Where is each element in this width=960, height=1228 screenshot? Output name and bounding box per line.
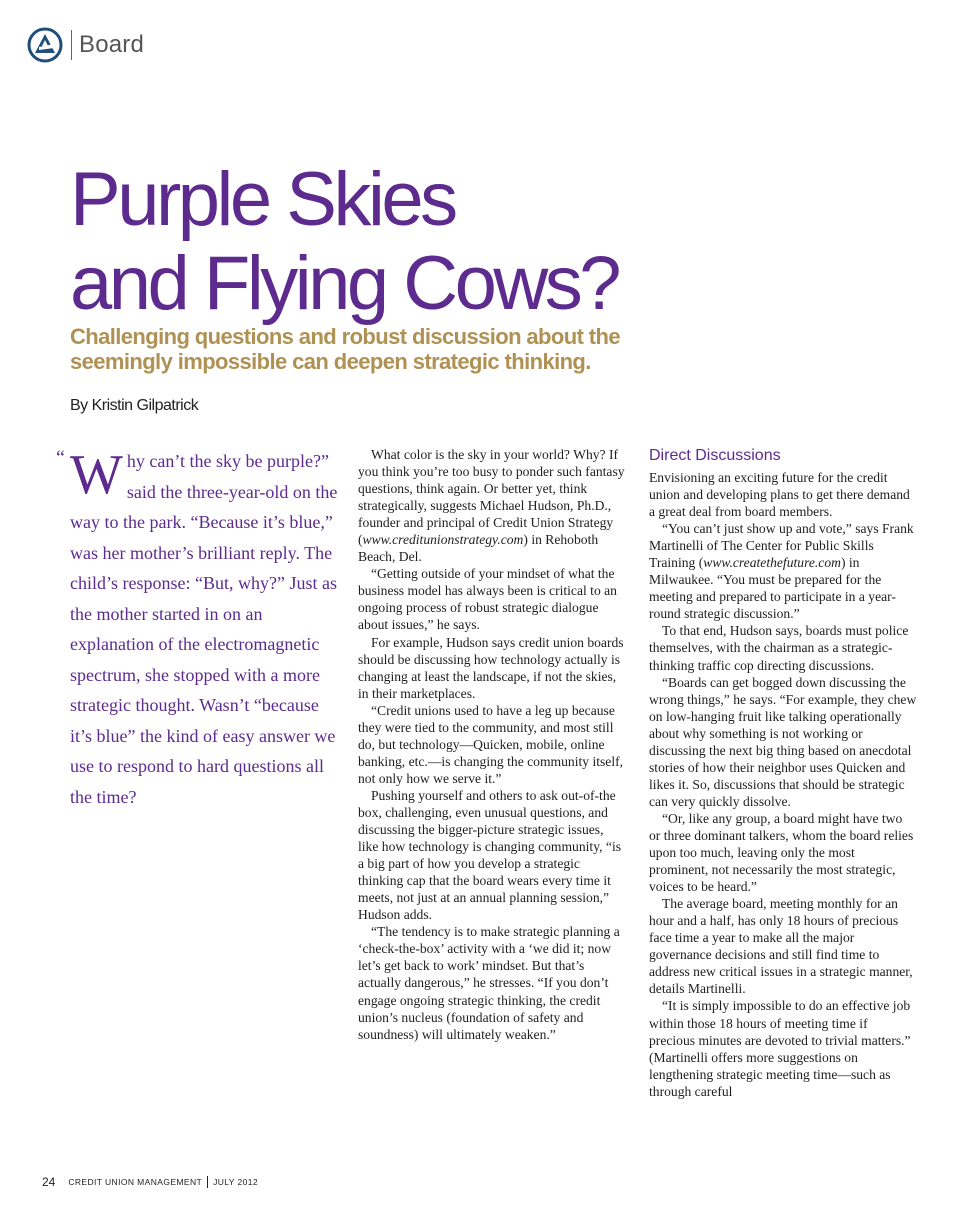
paragraph xyxy=(649,520,917,622)
cu-logo-icon xyxy=(27,27,63,63)
paragraph: “It is simply impossible to do an effective job within those 18 hours of meeting time if precious minutes are devoted to trivial matters.” (Martinelli offers more suggestions on lengthening strategic meeting time—such as through careful xyxy=(649,998,911,1099)
paragraph: Envisioning an exciting future for the credit union and developing plans to get there demand a great deal from board members. xyxy=(649,470,910,520)
subtitle-line-2: seemingly impossible can deepen strategic thinking. xyxy=(70,349,591,374)
paragraph: “The tendency is to make strategic planning a ‘check-the-box’ activity with a ‘we did it; now let’s get back to work’ mindset. But that’s actually dangerous,” he stresses. “If you don’t engage ongoing strategic thinking, the credit union’s nucleus (foundation of safety and soundness) will ultimately weaken.” xyxy=(358,924,620,1042)
byline: By Kristin Gilpatrick xyxy=(70,397,199,414)
paragraph xyxy=(358,446,626,565)
paragraph: “Getting outside of your mindset of what the business model has always been is critical to an ongoing process of robust strategic dialogue about issues,” he says. xyxy=(358,566,617,633)
paragraph: Pushing yourself and others to ask out-of-the box, challenging, even unusual questions, and discussing the bigger-picture strategic issues, like how technology is changing community, “is a big part of how you develop a strategic thinking cap that the board wears every time it meets, not just at an annual planning session,” Hudson adds. xyxy=(358,787,622,923)
section-header xyxy=(27,26,144,64)
section-subhead: Direct Discussions xyxy=(649,447,781,464)
title-line-2: and Flying Cows? xyxy=(70,241,619,326)
paragraph: The average board, meeting monthly for an hour and a half, has only 18 hours of precious face time a year to make all the major governance decisions and still find time to address new critical issues in a strategic manner, details Martinelli. xyxy=(649,896,913,997)
article-subtitle xyxy=(70,324,870,374)
drop-cap: W xyxy=(70,444,123,506)
url-text: www.createthefuture.com xyxy=(703,555,841,571)
url-text: www.creditunionstrategy.com xyxy=(362,532,524,548)
pull-quote-text: hy can’t the sky be purple?” said the three-year-old on the way to the park. “Because it’s blue,” was her mother’s brilliant reply. The child’s response: “But, why?” Just as the mother started in on an explanation of the electromagnetic spectrum, she stopped with a more strategic thought. Wasn’t “because it’s blue” the kind of easy answer we use to respond to hard questions all the time? xyxy=(70,451,338,807)
paragraph: “Boards can get bogged down discussing the wrong things,” he says. “For example, they chew on low-hanging fruit like talking operationally about why something is not working or discussing the next big thing based on anecdotal stories of how their neighbor uses Quicken and likes it. So, discussions that should be strategic can very quickly dissolve. xyxy=(649,674,917,809)
subtitle-line-1: Challenging questions and robust discussion about the xyxy=(70,324,621,349)
paragraph: “Credit unions used to have a leg up because they were tied to the community, and most still do, but technology—Quicken, mobile, online banking, etc.—is changing the community itself, not only how we serve it.” xyxy=(358,702,624,786)
paragraph: For example, Hudson says credit union boards should be discussing how technology actually is changing at least the landscape, if not the skies, in their marketplaces. xyxy=(358,634,624,701)
paragraph-text: What color is the sky in your world? Why? If you think you’re too busy to ponder such fantasy questions, think again. Or better yet, think strategically, suggests Michael Hudson, Ph.D., founder and principal of Credit Union Strategy ( xyxy=(358,447,625,548)
article-title xyxy=(70,158,890,326)
body-column-2 xyxy=(358,446,626,1043)
paragraph-text: ) in Milwaukee. “You must be prepared for the meeting and prepared to participate in a year-round strategic discussion.” xyxy=(649,555,896,622)
paragraph: “Or, like any group, a board might have two or three dominant talkers, whom the board relies upon too much, leaving only the most prominent, not necessarily the most strategic, voices to be heard.” xyxy=(649,810,914,895)
page-footer xyxy=(42,1175,258,1189)
paragraph: To that end, Hudson says, boards must police themselves, with the chairman as a strategic-thinking traffic cop directing discussions. xyxy=(649,623,909,673)
page-number: 24 xyxy=(42,1175,56,1189)
title-line-1: Purple Skies xyxy=(70,157,455,242)
publication-name: CREDIT UNION MANAGEMENT xyxy=(68,1177,203,1187)
issue-date: JULY 2012 xyxy=(213,1177,258,1187)
body-column-3 xyxy=(649,446,917,1100)
header-divider xyxy=(71,30,72,60)
paragraph-text: ) in Rehoboth Beach, Del. xyxy=(358,532,599,565)
pull-quote xyxy=(56,444,345,812)
section-label: Board xyxy=(79,31,145,58)
footer-divider xyxy=(207,1176,208,1188)
paragraph-text: “You can’t just show up and vote,” says Frank Martinelli of The Center for Public Skills Training ( xyxy=(649,521,914,571)
open-quote-mark: “ xyxy=(56,447,65,469)
